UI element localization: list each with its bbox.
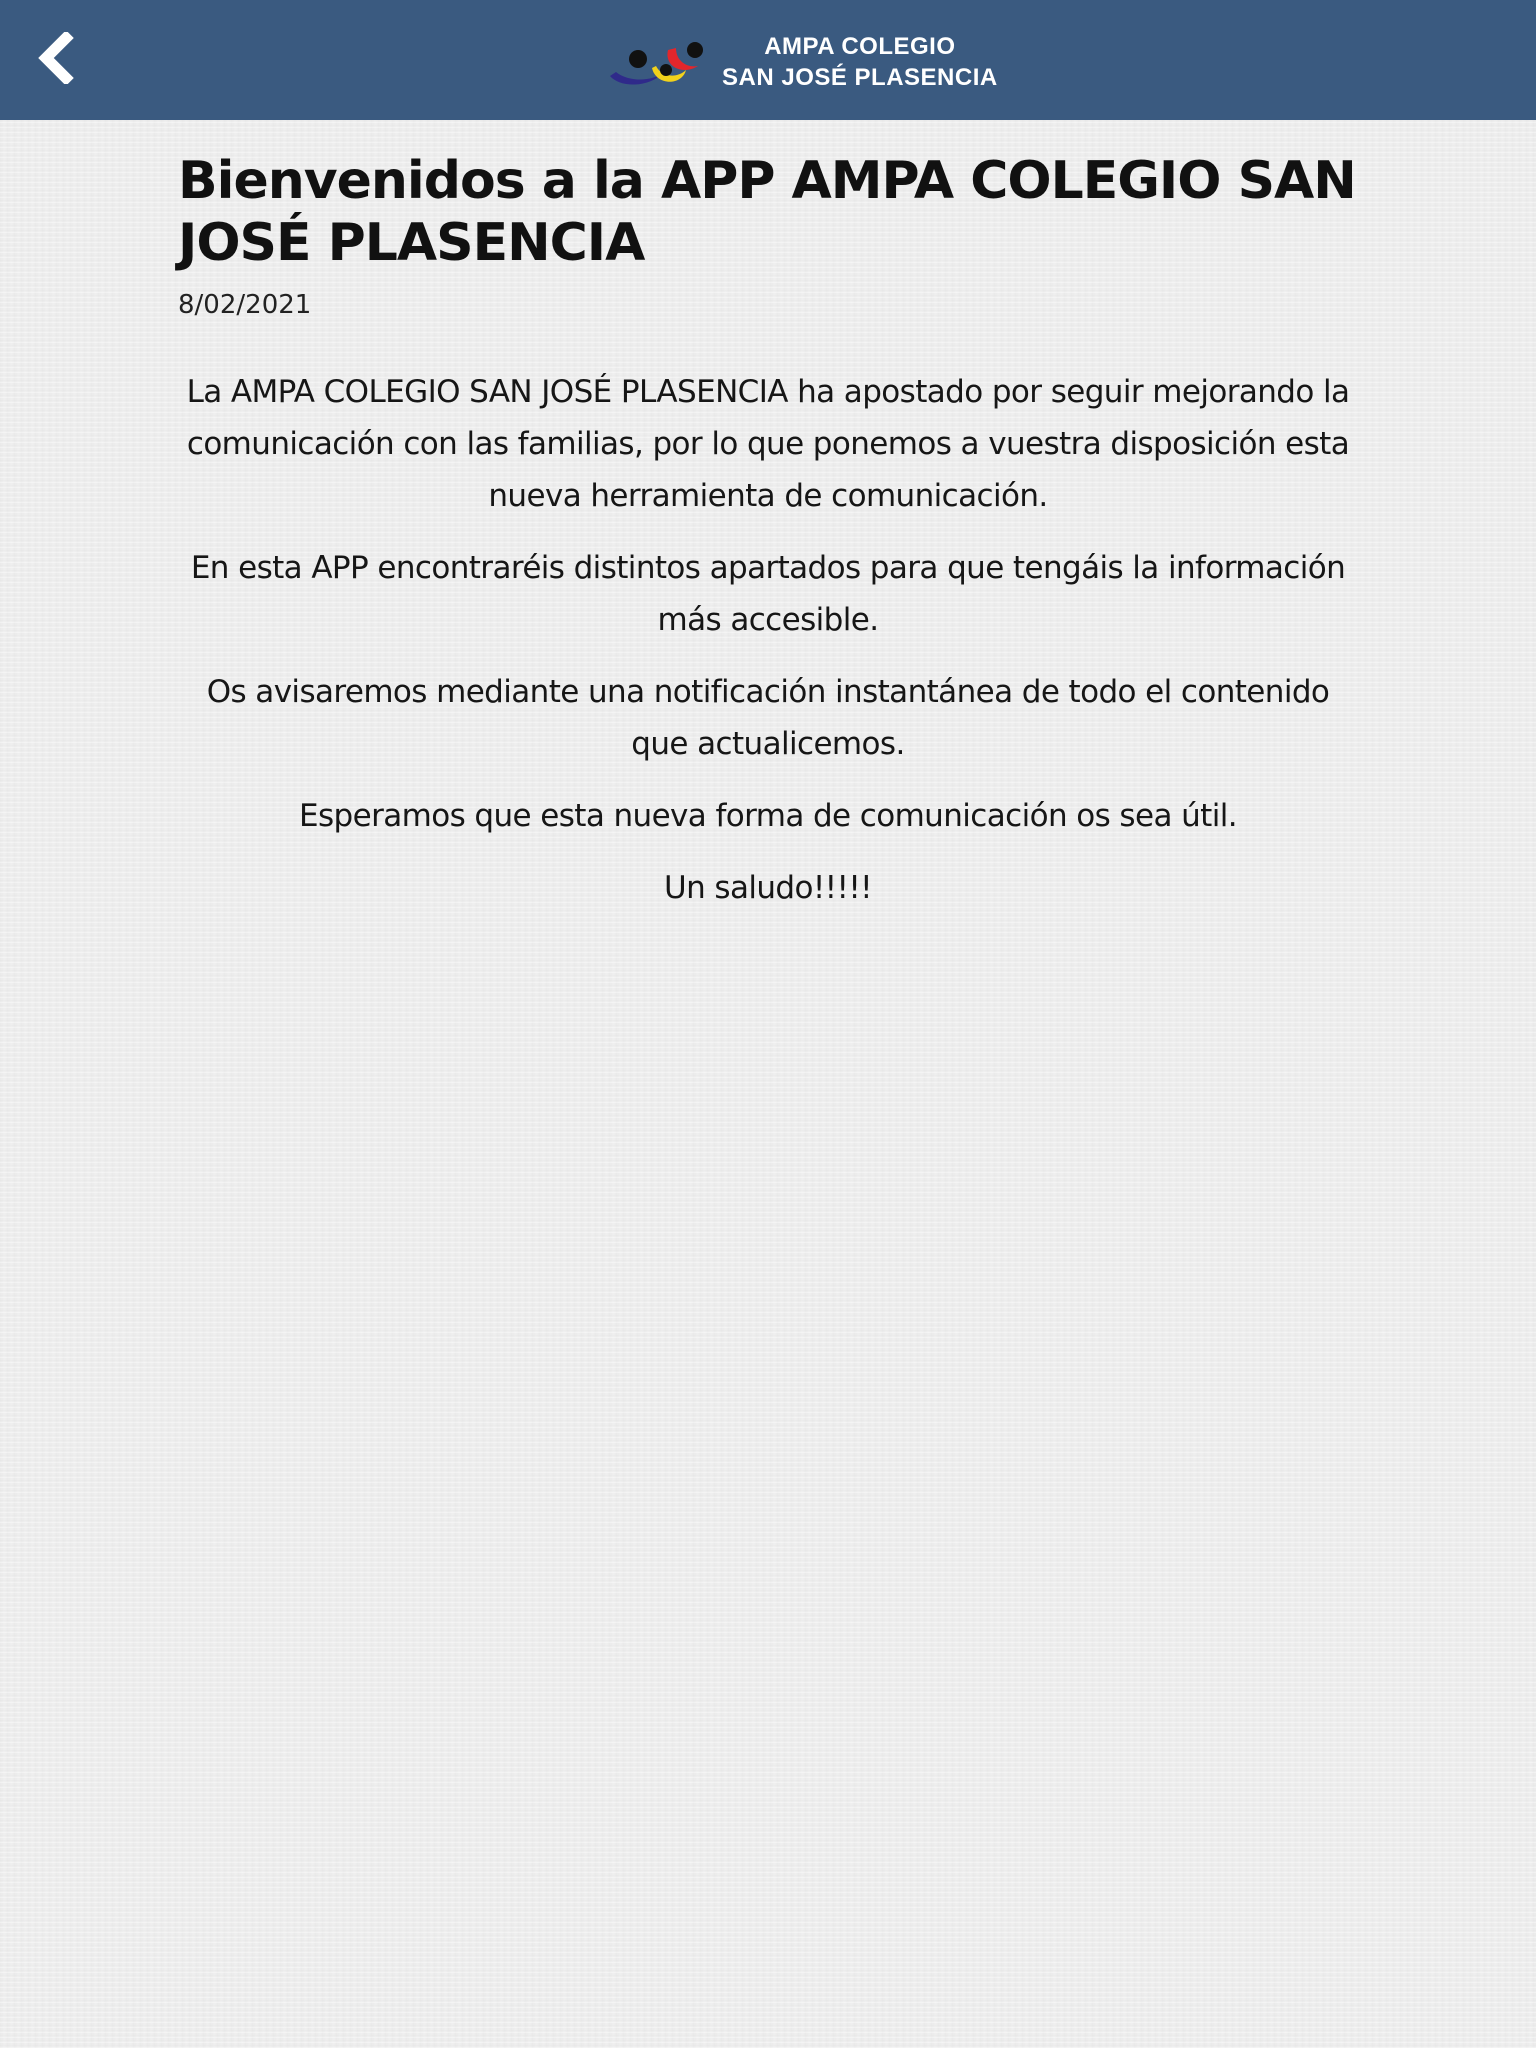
- logo-line-2: SAN JOSÉ PLASENCIA: [722, 64, 998, 91]
- chevron-left-icon: [36, 32, 76, 84]
- back-button[interactable]: [22, 22, 90, 94]
- logo-text: [722, 31, 998, 93]
- article-body: [178, 366, 1358, 914]
- article-title: Bienvenidos a la APP AMPA COLEGIO SAN JOSÉ PLASENCIA: [178, 151, 1356, 273]
- logo-line-1: AMPA COLEGIO: [764, 33, 956, 60]
- article-date: 8/02/2021: [178, 290, 312, 320]
- article-paragraph: La AMPA COLEGIO SAN JOSÉ PLASENCIA ha apostado por seguir mejorando la comunicación con las familias, por lo que ponemos a vuestra disposición esta nueva herramienta de comunicación.: [186, 374, 1350, 514]
- app-logo: [606, 30, 998, 94]
- top-bar: [0, 0, 1536, 120]
- figures-logo-icon: [606, 32, 716, 92]
- article-paragraph: Os avisaremos mediante una notificación instantánea de todo el contenido que actualicemos.: [206, 674, 1330, 762]
- article-paragraph: Un saludo!!!!!: [664, 870, 872, 906]
- article-paragraph: Esperamos que esta nueva forma de comunicación os sea útil.: [299, 798, 1237, 834]
- article-paragraph: En esta APP encontraréis distintos apartados para que tengáis la información más accesible.: [190, 550, 1346, 638]
- article-content: [178, 150, 1358, 934]
